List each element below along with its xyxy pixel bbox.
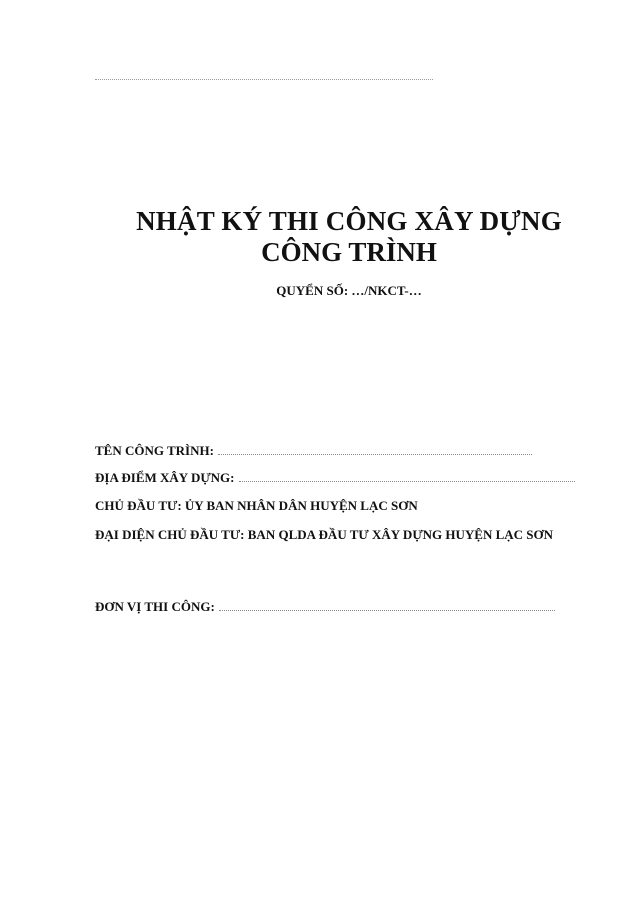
- investor-text: CHỦ ĐẦU TƯ: ỦY BAN NHÂN DÂN HUYỆN LẠC SƠN: [95, 498, 418, 513]
- project-name-field: [95, 443, 532, 459]
- investor-field: [95, 498, 418, 514]
- document-title-line2: CÔNG TRÌNH: [261, 237, 437, 267]
- investor-representative-field: [95, 527, 553, 543]
- location-label: ĐỊA ĐIỂM XÂY DỰNG:: [95, 470, 235, 485]
- document-title-line1: NHẬT KÝ THI CÔNG XÂY DỰNG: [136, 206, 562, 236]
- top-dotted-line: [95, 79, 433, 80]
- contractor-field: [95, 599, 555, 615]
- project-name-blank: [218, 444, 532, 455]
- book-number: QUYỂN SỐ: …/NKCT-…: [276, 283, 422, 298]
- investor-representative-text: ĐẠI DIỆN CHỦ ĐẦU TƯ: BAN QLDA ĐẦU TƯ XÂY DỰNG HUYỆN LẠC SƠN: [95, 527, 554, 542]
- contractor-label: ĐƠN VỊ THI CÔNG:: [95, 599, 215, 614]
- project-name-label: TÊN CÔNG TRÌNH:: [95, 443, 214, 458]
- location-field: [95, 470, 575, 486]
- location-blank: [239, 471, 575, 482]
- contractor-blank: [219, 600, 555, 611]
